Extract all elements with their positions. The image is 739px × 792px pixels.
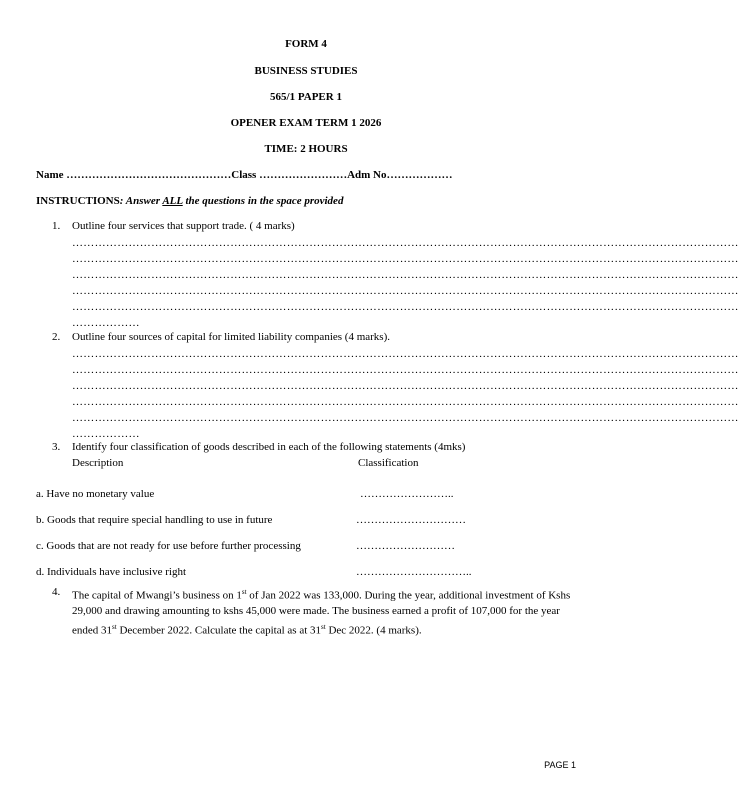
- classification-row-label: c. Goods that are not ready for use before further processing: [36, 540, 301, 552]
- classification-row-label: d. Individuals have inclusive right: [36, 566, 186, 578]
- answer-line[interactable]: ……………………………………………………………………………………………………………………………………………………………: [72, 269, 739, 281]
- answer-line[interactable]: ……………………………………………………………………………………………………………………………………………………………: [72, 253, 739, 265]
- adm-label: Adm No: [347, 169, 387, 181]
- question-2-text: Outline four sources of capital for limited liability companies (4 marks).: [72, 331, 390, 343]
- classification-row-label: a. Have no monetary value: [36, 488, 155, 500]
- classification-row-label: b. Goods that require special handling to use in future: [36, 514, 273, 526]
- answer-line[interactable]: ……………………………………………………………………………………………………………………………………………………………: [72, 396, 739, 408]
- instructions-label: INSTRUCTIONS: [36, 195, 120, 207]
- page-number: PAGE 1: [544, 760, 576, 770]
- question-3-number: 3.: [52, 441, 61, 453]
- question-3-text: Identify four classification of goods described in each of the following statements (4mks): [72, 441, 466, 453]
- question-4-text: The capital of Mwangi’s business on 1st of Jan 2022 was 133,000. During the year, additional investment of Kshs 29,000 and drawing amounting to kshs 45,000 were made. The business earned a profit of 107,000 for the year ended 31st December 2022. Calculate the capital as at 31st Dec 2022. (4 marks).: [72, 588, 571, 637]
- question-1-number: 1.: [52, 220, 61, 232]
- answer-line[interactable]: ……………………………………………………………………………………………………………………………………………………………: [72, 285, 739, 297]
- name-field[interactable]: ………………………………………: [66, 169, 232, 181]
- student-info-line: [36, 169, 452, 181]
- question-1-text: Outline four services that support trade. ( 4 marks): [72, 220, 295, 232]
- question-4-number: 4.: [52, 586, 61, 598]
- classification-answer-blank[interactable]: …………………………: [356, 514, 466, 526]
- subject-title: BUSINESS STUDIES: [254, 65, 358, 77]
- instructions-pre: : Answer: [119, 195, 163, 207]
- answer-line[interactable]: ……………………………………………………………………………………………………………………………………………………………: [72, 364, 739, 376]
- instructions: [36, 195, 343, 207]
- answer-line-short[interactable]: ………………: [72, 317, 140, 329]
- exam-time: TIME: 2 HOURS: [264, 143, 348, 155]
- classification-answer-blank[interactable]: ……………………..: [360, 488, 454, 500]
- classification-answer-blank[interactable]: ………………………: [356, 540, 455, 552]
- answer-line-short[interactable]: ………………: [72, 428, 140, 440]
- instructions-emphasis: ALL: [162, 195, 183, 207]
- classification-header: Classification: [358, 457, 419, 469]
- class-label: Class: [231, 169, 260, 181]
- description-header: Description: [72, 457, 124, 469]
- paper-code: 565/1 PAPER 1: [270, 91, 342, 103]
- answer-line[interactable]: ……………………………………………………………………………………………………………………………………………………………: [72, 301, 739, 313]
- classification-answer-blank[interactable]: …………………………..: [356, 566, 472, 578]
- adm-field[interactable]: ………………: [386, 169, 453, 181]
- form-level: FORM 4: [285, 38, 327, 50]
- name-label: Name: [36, 169, 67, 181]
- answer-line[interactable]: ……………………………………………………………………………………………………………………………………………………………: [72, 412, 739, 424]
- answer-line[interactable]: ……………………………………………………………………………………………………………………………………………………………: [72, 348, 739, 360]
- answer-line[interactable]: ……………………………………………………………………………………………………………………………………………………………: [72, 237, 739, 249]
- answer-line[interactable]: ……………………………………………………………………………………………………………………………………………………………: [72, 380, 739, 392]
- instructions-post: the questions in the space provided: [182, 195, 344, 207]
- question-2-number: 2.: [52, 331, 61, 343]
- exam-title: OPENER EXAM TERM 1 2026: [230, 117, 382, 129]
- class-field[interactable]: ……………………: [259, 169, 348, 181]
